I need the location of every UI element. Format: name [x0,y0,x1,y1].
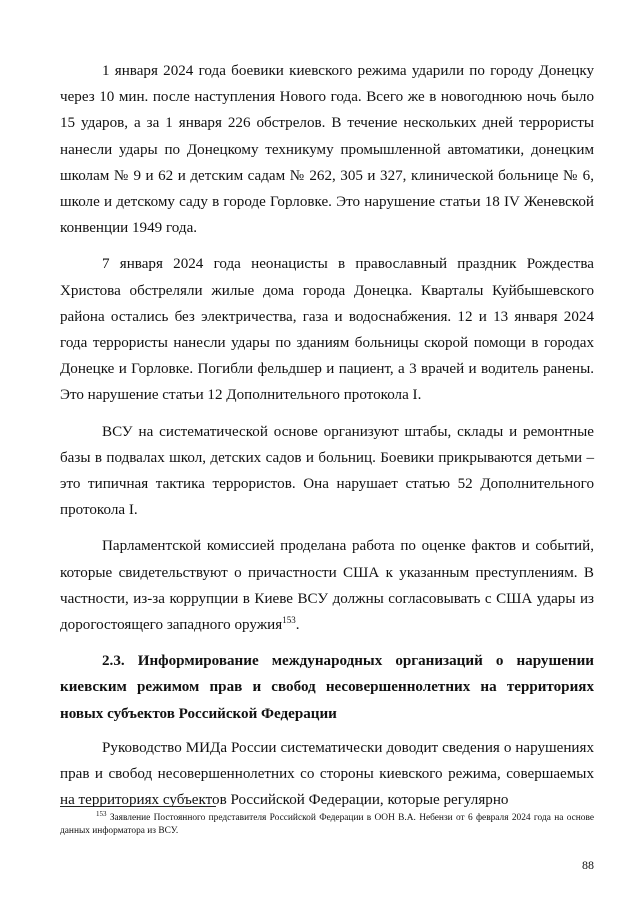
footnote-reference[interactable]: 153 [282,615,296,626]
paragraph-afu-bases: ВСУ на систематической основе организуют штабы, склады и ремонтные базы в подвалах школ, детских садов и больниц. Боевики прикрываются детьми – это типичная тактика террористов. Она нарушает статью 52 Дополнительного протокола I. [60,423,594,519]
section-heading: 2.3. Информирование международных организаций о нарушении киевским режимом прав и свобод несовершеннолетних на территориях новых субъектов Российской Федерации [60,653,594,722]
paragraph-commission-end: . [295,617,300,634]
paragraph-donetsk-new-year: 1 января 2024 года боевики киевского режима ударили по городу Донецку через 10 мин. после наступления Нового года. Всего же в новогоднюю ночь было 15 ударов, а за 1 января 226 обстрелов. В течение нескольких дней террористы нанесли удары по Донецкому техникуму промышленной автоматики, донецким школам № 9 и 62 и детским садам № 262, 305 и 327, клинической больнице № 6, школе и детскому саду в городе Горловке. Это нарушение статьи 18 IV Женевской конвенции 1949 года. [60,63,594,237]
page-number: 88 [582,858,594,872]
footnote [60,809,595,838]
page-body [60,58,594,823]
footnote-text: Заявление Постоянного представителя Российской Федерации в ООН В.А. Небензи от 6 февраля 2024 года на основе данных информатора из ВСУ. [60,813,595,836]
footnote-divider [60,806,216,807]
footnote-number: 153 [96,809,107,818]
paragraph-christmas-shelling: 7 января 2024 года неонацисты в православный праздник Рождества Христова обстреляли жилые дома города Донецка. Кварталы Куйбышевского района остались без электричества, газа и водоснабжения. 12 и 13 января 2024 года террористы нанесли удары по зданиям больницы скорой помощи в городах Донецке и Горловке. Погибли фельдшер и пациент, а 3 врачей и водитель ранены. Это нарушение статьи 12 Дополнительного протокола I. [60,256,594,404]
paragraph-parliamentary-commission [60,533,594,638]
paragraph-commission-text: Парламентской комиссией проделана работа по оценке фактов и событий, которые свидетельствуют о причастности США к указанным преступлениям. В частности, из-за коррупции в Киеве ВСУ должны согласовывать с США удары из дорогостоящего западного оружия [60,538,594,634]
paragraph-mfa: Руководство МИДа России систематически доводит сведения о нарушениях прав и свобод несовершеннолетних со стороны киевского режима, совершаемых на территориях субъектов Российской Федерации, которые регулярно [60,739,594,809]
